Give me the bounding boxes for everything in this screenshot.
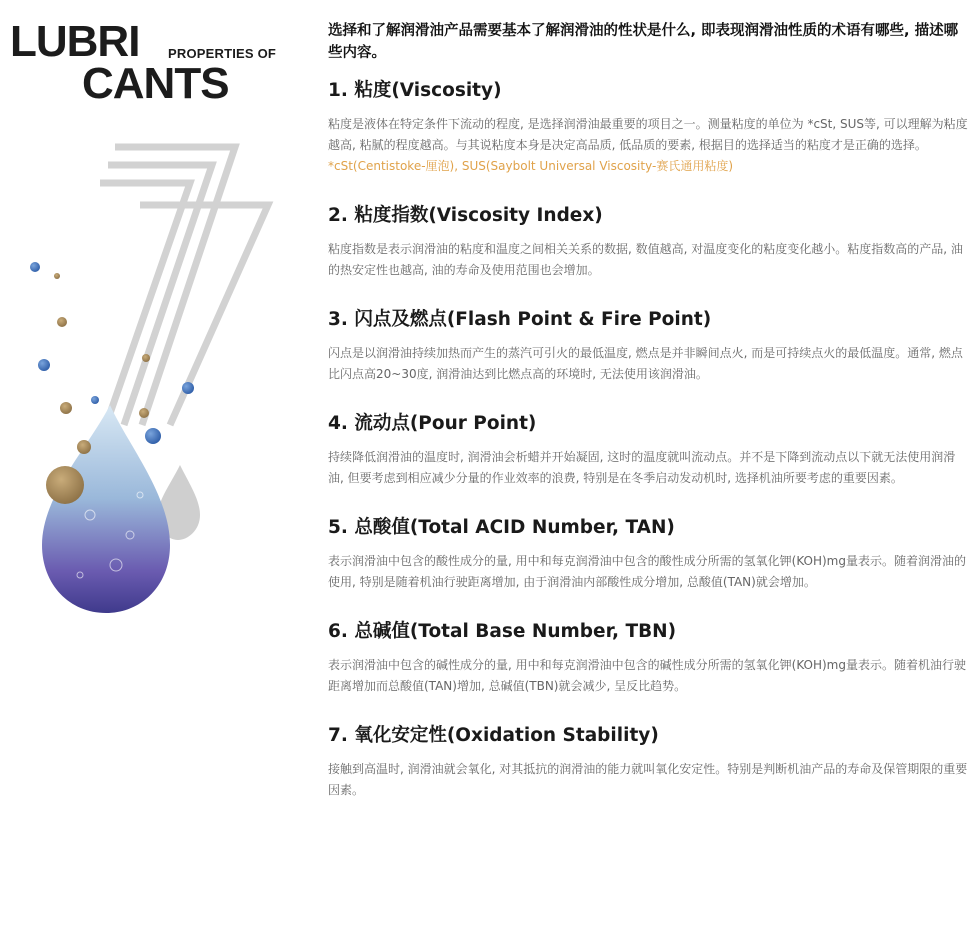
section-body: 表示润滑油中包含的酸性成分的量, 用中和每克润滑油中包含的酸性成分所需的氢氧化钾(KOH)mg量表示。随着润滑油的使用, 特别是随着机油行驶距离增加, 由于润滑油内部酸性成分增加, 总酸值(TAN)就会增加。 bbox=[328, 554, 966, 589]
lubricants-logo bbox=[10, 17, 280, 115]
number-seven-shape bbox=[100, 147, 268, 425]
section-tan bbox=[328, 515, 968, 593]
logo-subtitle: PROPERTIES OF bbox=[168, 46, 277, 61]
section-title: 7. 氧化安定性(Oxidation Stability) bbox=[328, 725, 659, 746]
section-body: 粘度指数是表示润滑油的粘度和温度之间相关关系的数据, 数值越高, 对温度变化的粘度变化越小。粘度指数高的产品, 油的热安定性也越高, 油的寿命及使用范围也会增加。 bbox=[328, 242, 963, 277]
section-flash-fire-point bbox=[328, 307, 968, 385]
section-title: 4. 流动点(Pour Point) bbox=[328, 413, 537, 434]
logo-line-1: LUBRI bbox=[10, 17, 140, 66]
section-note: *cSt(Centistoke-厘泡), SUS(Saybolt Universal Viscosity-赛氏通用粘度) bbox=[328, 159, 733, 173]
section-title: 2. 粘度指数(Viscosity Index) bbox=[328, 205, 603, 226]
section-viscosity-index bbox=[328, 203, 968, 281]
section-oxidation-stability bbox=[328, 723, 968, 801]
section-title: 6. 总碱值(Total Base Number, TBN) bbox=[328, 621, 677, 642]
section-title: 1. 粘度(Viscosity) bbox=[328, 80, 502, 101]
section-title: 5. 总酸值(Total ACID Number, TAN) bbox=[328, 517, 675, 538]
section-body: 闪点是以润滑油持续加热而产生的蒸汽可引火的最低温度, 燃点是并非瞬间点火, 而是可持续点火的最低温度。通常, 燃点比闪点高20~30度, 润滑油达到比燃点高的环境时, 无法使用该润滑油。 bbox=[328, 346, 963, 381]
oil-drop-illustration bbox=[20, 135, 290, 625]
section-body: 持续降低润滑油的温度时, 润滑油会析蜡并开始凝固, 这时的温度就叫流动点。并不是下降到流动点以下就无法使用润滑油, 但要考虑到相应减少分量的作业效率的浪费, 特别是在冬季启动发动机时, 选择机油所要考虑的重要因素。 bbox=[328, 450, 956, 485]
section-body: 粘度是液体在特定条件下流动的程度, 是选择润滑油最重要的项目之一。测量粘度的单位为 *cSt, SUS等, 可以理解为粘度越高, 粘腻的程度越高。与其说粘度本身是决定高品质, 低品质的要素, 根据目的选择适当的粘度才是正确的选择。 bbox=[328, 117, 968, 152]
section-viscosity bbox=[328, 78, 968, 177]
section-title: 3. 闪点及燃点(Flash Point & Fire Point) bbox=[328, 309, 712, 330]
section-pour-point bbox=[328, 411, 968, 489]
content-column bbox=[328, 20, 968, 801]
section-body: 接触到高温时, 润滑油就会氧化, 对其抵抗的润滑油的能力就叫氧化安定性。特别是判断机油产品的寿命及保管期限的重要因素。 bbox=[328, 762, 968, 797]
logo-line-2: CANTS bbox=[82, 59, 229, 108]
section-body: 表示润滑油中包含的碱性成分的量, 用中和每克润滑油中包含的碱性成分所需的氢氧化钾(KOH)mg量表示。随着机油行驶距离增加而总酸值(TAN)增加, 总碱值(TBN)就会减少, 呈反比趋势。 bbox=[328, 658, 966, 693]
section-tbn bbox=[328, 619, 968, 697]
intro-paragraph: 选择和了解润滑油产品需要基本了解润滑油的性状是什么, 即表现润滑油性质的术语有哪些, 描述哪些内容。 bbox=[328, 23, 959, 61]
